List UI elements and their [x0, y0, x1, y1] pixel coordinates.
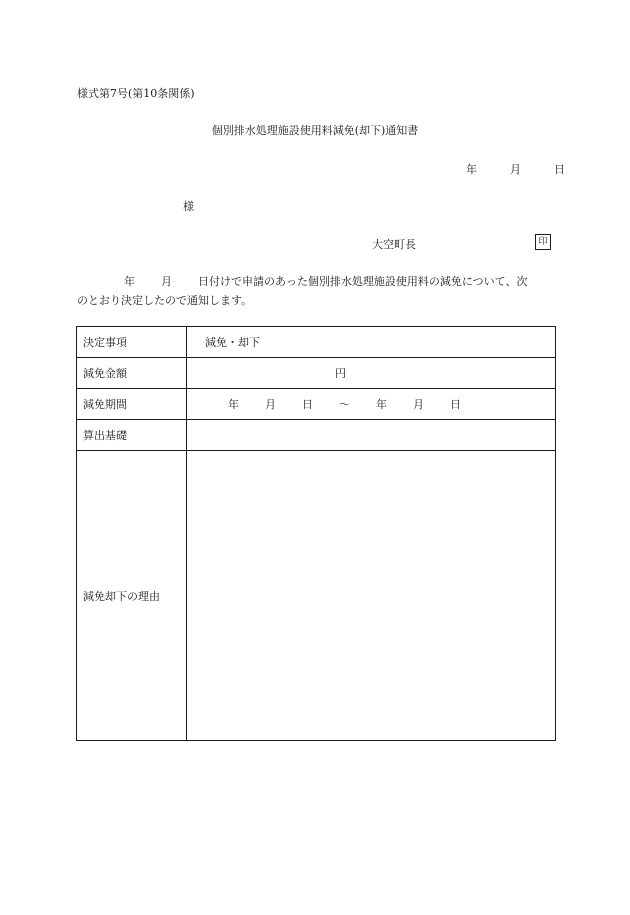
table-row	[77, 451, 556, 741]
body-text	[77, 272, 555, 310]
table-row	[77, 420, 556, 451]
row-value	[187, 358, 556, 389]
date-day: 日	[554, 163, 565, 176]
body-year: 年	[124, 275, 135, 288]
seal-stamp: 印	[535, 234, 551, 250]
issue-date	[466, 161, 565, 177]
row-label: 減免金額	[77, 358, 187, 389]
table-row	[77, 358, 556, 389]
date-year: 年	[466, 163, 477, 176]
row-value	[187, 327, 556, 358]
period-to-month: 月	[413, 398, 424, 411]
document-title: 個別排水処理施設使用料減免(却下)通知書	[211, 124, 419, 137]
form-number: 様式第7号(第10条関係)	[77, 87, 195, 100]
period-to-day: 日	[450, 398, 461, 411]
addressee-suffix: 様	[183, 200, 194, 213]
row-label: 算出基礎	[77, 420, 187, 451]
table-row	[77, 389, 556, 420]
row-label: 減免却下の理由	[77, 451, 187, 741]
period-value	[187, 389, 556, 420]
body-sentence: 日付けで申請のあった個別排水処理施設使用料の減免について、次	[198, 275, 528, 288]
body-month: 月	[161, 275, 172, 288]
decision-table	[76, 326, 556, 741]
decision-value: 減免・却下	[205, 336, 260, 349]
period-from-year: 年	[228, 398, 239, 411]
table-row	[77, 327, 556, 358]
row-label: 決定事項	[77, 327, 187, 358]
period-tilde: ～	[339, 398, 350, 411]
row-value	[187, 420, 556, 451]
period-from-day: 日	[302, 398, 313, 411]
period-from-month: 月	[265, 398, 276, 411]
date-month: 月	[510, 163, 521, 176]
body-line-2: のとおり決定したので通知します。	[77, 294, 253, 307]
amount-unit: 円	[335, 367, 346, 380]
row-label: 減免期間	[77, 389, 187, 420]
row-value	[187, 451, 556, 741]
issuer-name: 大空町長	[372, 238, 416, 251]
period-to-year: 年	[376, 398, 387, 411]
